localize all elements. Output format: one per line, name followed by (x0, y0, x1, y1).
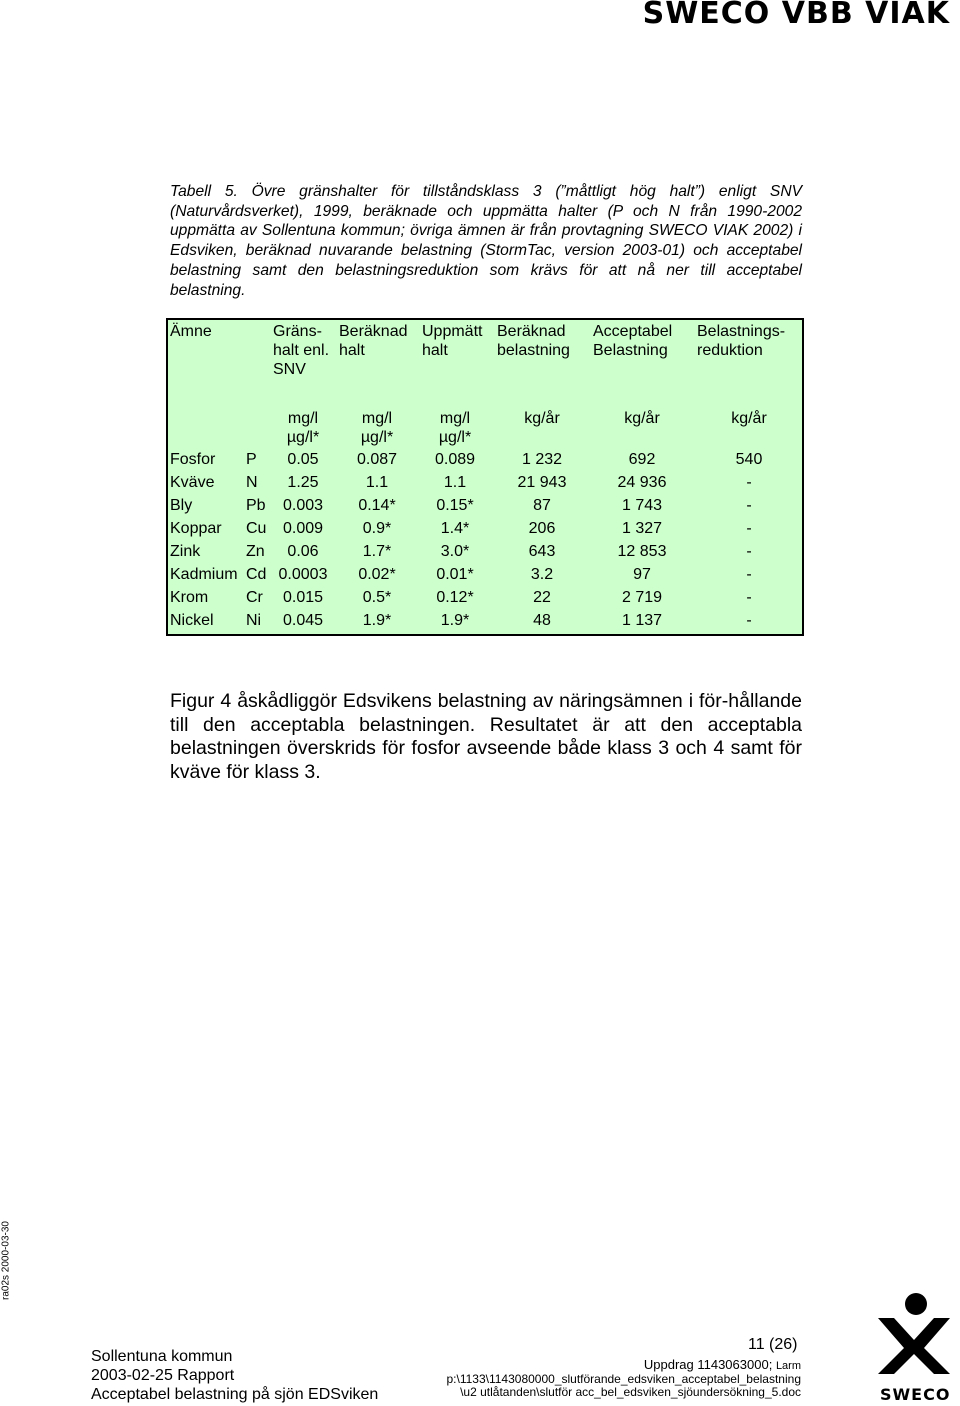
footer-file-path-line1: p:\1133\1143080000_slutförande_edsviken_acceptabel_belastning (446, 1372, 801, 1386)
cell-uppmatt-halt: 0.089 (434, 451, 476, 468)
cell-granshalt: 0.015 (282, 589, 324, 606)
unit-granshalt: mg/l µg/l* (286, 410, 320, 446)
cell-belastningsreduktion: - (746, 474, 752, 491)
header-amne: Ämne (170, 323, 212, 340)
cell-beraknad-belastning: 3.2 (530, 566, 554, 583)
cell-granshalt: 0.06 (287, 543, 319, 560)
cell-uppmatt-halt: 0.15* (436, 497, 474, 514)
cell-belastningsreduktion: - (746, 520, 752, 537)
cell-acceptabel-belastning: 1 327 (621, 520, 663, 537)
page-number: 11 (26) (748, 1336, 798, 1353)
cell-uppmatt-halt: 0.01* (436, 566, 474, 583)
cell-beraknad-halt: 0.02* (358, 566, 396, 583)
cell-beraknad-halt: 0.087 (356, 451, 398, 468)
footer-assignment-suffix: Larm (775, 1360, 801, 1372)
cell-uppmatt-halt: 1.9* (440, 612, 470, 629)
cell-beraknad-belastning: 87 (533, 497, 551, 514)
cell-acceptabel-belastning: 692 (628, 451, 656, 468)
cell-name: Nickel (170, 612, 214, 629)
cell-beraknad-halt: 0.5* (362, 589, 392, 606)
cell-granshalt: 0.009 (282, 520, 324, 537)
unit-belastningsreduktion: kg/år (731, 410, 767, 427)
cell-acceptabel-belastning: 24 936 (617, 474, 667, 491)
cell-symbol: Pb (246, 497, 266, 514)
cell-uppmatt-halt: 1.1 (443, 474, 467, 491)
cell-granshalt: 1.25 (287, 474, 319, 491)
cell-beraknad-halt: 0.14* (358, 497, 396, 514)
body-paragraph: Figur 4 åskådliggör Edsvikens belastning av näringsämnen i för-hållande till den acceptabla belastningen. Resultatet är att den acceptabla belastningen överskrids för fosfor avseende både klass 3 och 4 samt för kväve för klass 3. (170, 690, 802, 783)
header-granshalt: Gräns- halt enl. SNV (273, 323, 330, 378)
cell-name: Kadmium (170, 566, 238, 583)
cell-symbol: Zn (246, 543, 265, 560)
sweco-logo-text: SWECO (880, 1385, 951, 1404)
cell-granshalt: 0.05 (287, 451, 319, 468)
cell-name: Bly (170, 497, 193, 514)
cell-name: Krom (170, 589, 209, 606)
cell-name: Kväve (170, 474, 215, 491)
cell-uppmatt-halt: 1.4* (440, 520, 470, 537)
cell-beraknad-halt: 1.9* (362, 612, 392, 629)
cell-symbol: Ni (246, 612, 262, 629)
cell-acceptabel-belastning: 12 853 (617, 543, 667, 560)
cell-symbol: P (246, 451, 257, 468)
cell-beraknad-belastning: 48 (533, 612, 551, 629)
cell-belastningsreduktion: - (746, 612, 752, 629)
cell-belastningsreduktion: - (746, 497, 752, 514)
cell-belastningsreduktion: - (746, 566, 752, 583)
cell-beraknad-belastning: 643 (528, 543, 556, 560)
unit-uppmatt-halt: mg/l µg/l* (438, 410, 472, 446)
cell-uppmatt-halt: 3.0* (440, 543, 470, 560)
unit-beraknad-halt: mg/l µg/l* (360, 410, 394, 446)
header-belastningsreduktion: Belastnings- reduktion (697, 323, 786, 359)
cell-uppmatt-halt: 0.12* (436, 589, 474, 606)
cell-acceptabel-belastning: 1 137 (621, 612, 663, 629)
cell-beraknad-belastning: 21 943 (517, 474, 567, 491)
cell-symbol: N (246, 474, 258, 491)
footer-report-title: Acceptabel belastning på sjön EDSviken (91, 1386, 379, 1403)
cell-symbol: Cu (246, 520, 267, 537)
cell-beraknad-halt: 0.9* (362, 520, 392, 537)
caption-lead: Tabell 5. (170, 183, 238, 200)
cell-beraknad-belastning: 22 (533, 589, 551, 606)
header-beraknad-halt: Beräknad halt (339, 323, 408, 359)
cell-name: Koppar (170, 520, 222, 537)
cell-beraknad-halt: 1.7* (362, 543, 392, 560)
cell-granshalt: 0.0003 (278, 566, 328, 583)
cell-symbol: Cr (246, 589, 263, 606)
footer-organisation: Sollentuna kommun (91, 1348, 233, 1365)
cell-belastningsreduktion: - (746, 589, 752, 606)
sweco-person-logo-icon (872, 1292, 956, 1388)
cell-name: Fosfor (170, 451, 216, 468)
header-acceptabel-belastning: Acceptabel Belastning (593, 323, 673, 359)
header-uppmatt-halt: Uppmätt halt (422, 323, 483, 359)
cell-acceptabel-belastning: 2 719 (621, 589, 663, 606)
header-beraknad-belastning: Beräknad belastning (497, 323, 570, 359)
cell-belastningsreduktion: 540 (735, 451, 763, 468)
footer-file-path-line2: \u2 utlåtanden\slutför acc_bel_edsviken_sjöundersökning_5.doc (460, 1385, 801, 1399)
cell-granshalt: 0.045 (282, 612, 324, 629)
table-caption (170, 182, 802, 300)
footer-assignment-number: Uppdrag 1143063000; (643, 1357, 773, 1372)
unit-beraknad-belastning: kg/år (524, 410, 560, 427)
brand-logo-text: SWECO VBB VIAK (642, 0, 950, 31)
cell-symbol: Cd (246, 566, 267, 583)
cell-granshalt: 0.003 (282, 497, 324, 514)
unit-acceptabel-belastning: kg/år (624, 410, 660, 427)
footer-assignment (644, 1357, 801, 1372)
cell-beraknad-halt: 1.1 (365, 474, 389, 491)
cell-beraknad-belastning: 1 232 (521, 451, 563, 468)
side-form-label: ra02s 2000-03-30 (0, 1221, 12, 1300)
caption-text: Övre gränshalter för tillståndsklass 3 (”måttligt hög halt”) enligt SNV (Naturvårdsverket), 1999, beräknade och uppmätta halter (P och N från 1990-2002 uppmätta av Sollentuna kommun; övriga ämnen är från provtagning SWECO VIAK 2002) i Edsviken, beräknad nuvarande belastning (StormTac, version 2003-01) och acceptabel belastning samt den belastningsreduktion som krävs för att nå ner till acceptabel belastning. (170, 183, 802, 299)
cell-name: Zink (170, 543, 201, 560)
cell-beraknad-belastning: 206 (528, 520, 556, 537)
footer-date-type: 2003-02-25 Rapport (91, 1367, 235, 1384)
cell-belastningsreduktion: - (746, 543, 752, 560)
cell-acceptabel-belastning: 97 (633, 566, 651, 583)
cell-acceptabel-belastning: 1 743 (621, 497, 663, 514)
